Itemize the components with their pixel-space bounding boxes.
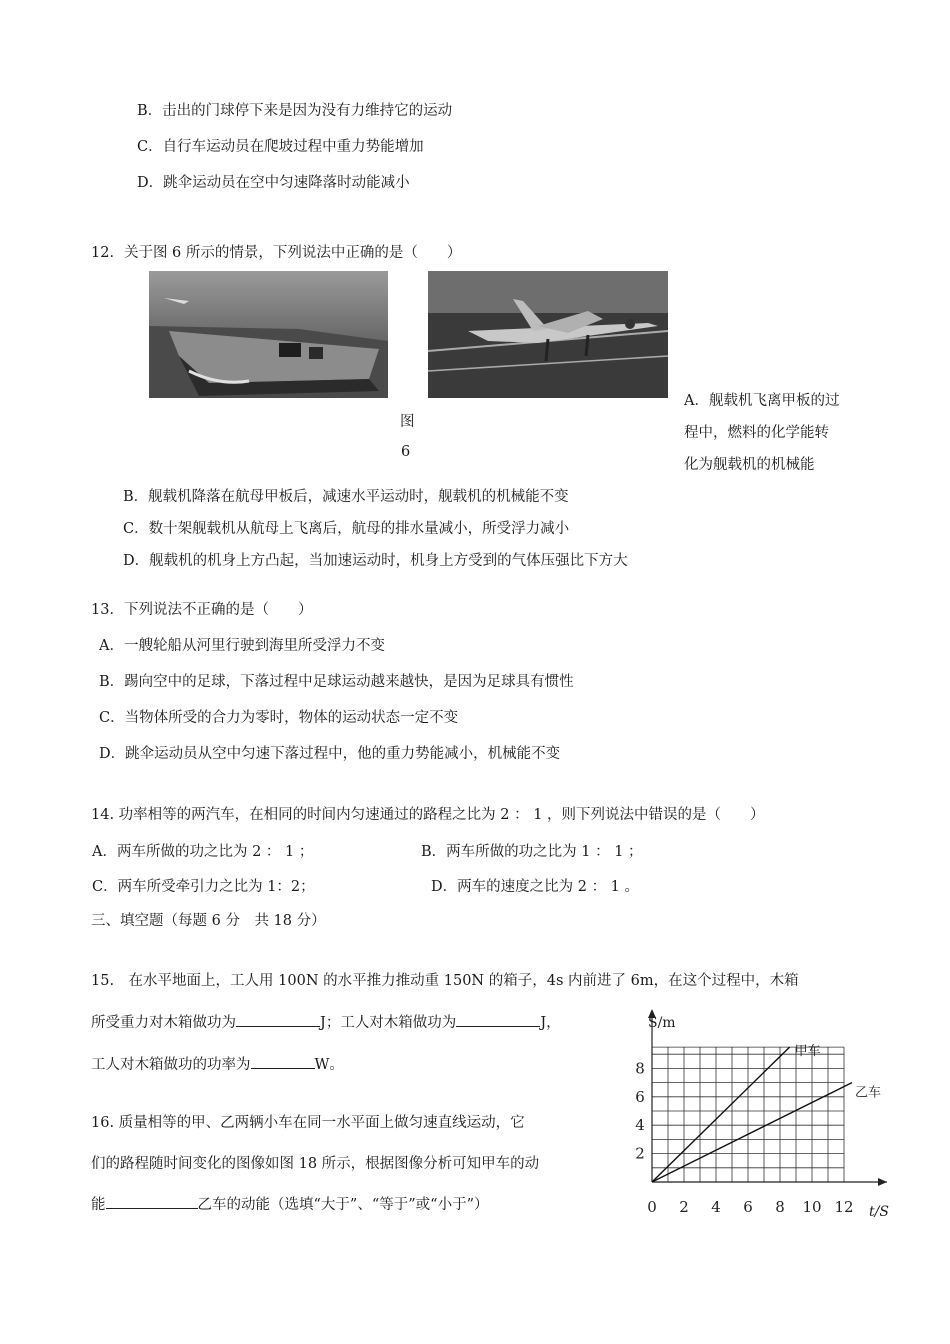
fig6-label-2: 6: [401, 444, 411, 460]
q14-option-a: A．两车所做的功之比为 2 ： 1 ；: [92, 844, 314, 860]
q11-option-b: B．击出的门球停下来是因为没有力维持它的运动: [137, 103, 453, 119]
q12-option-a-line1: A．舰载机飞离甲板的过: [684, 393, 840, 409]
q16-line3-text-b: 乙车的动能（选填“大于”、“等于”或“小于”）: [197, 1197, 489, 1213]
q16-line3-text-a: 能: [91, 1197, 106, 1213]
q13-stem: 13．下列说法不正确的是（ ）: [91, 602, 313, 618]
q12-option-c: C．数十架舰载机从航母上飞离后，航母的排水量减小，所受浮力减小: [123, 521, 570, 537]
x-tick-label: 8: [775, 1198, 785, 1216]
q13-option-c: C．当物体所受的合力为零时，物体的运动状态一定不变: [99, 710, 459, 726]
q15-line3-text-b: W。: [314, 1057, 344, 1073]
section-heading: 三、填空题（每题 6 分 共 18 分）: [91, 913, 326, 929]
q15-blank-worker-work[interactable]: [456, 1012, 540, 1027]
q16-line1: 16. 质量相等的甲、乙两辆小车在同一水平面上做匀速直线运动，它: [91, 1115, 525, 1131]
jet-image: [428, 271, 668, 398]
q15-line3: [91, 1054, 344, 1075]
series-line: [652, 1047, 790, 1182]
q12-option-a-line3: 化为舰载机的机械能: [684, 457, 815, 473]
x-tick-label: 10: [802, 1198, 822, 1216]
q12-stem: 12．关于图 6 所示的情景，下列说法中正确的是（ ）: [91, 245, 462, 261]
x-tick-label: 4: [711, 1198, 721, 1216]
distance-time-chart: [625, 1005, 895, 1220]
q12-option-b: B．舰载机降落在航母甲板后，减速水平运动时，舰载机的机械能不变: [123, 489, 569, 505]
q15-line3-text-a: 工人对木箱做功的功率为: [91, 1057, 251, 1073]
q13-option-b: B．踢向空中的足球，下落过程中足球运动越来越快，是因为足球具有惯性: [99, 674, 574, 690]
carrier-photo: [149, 271, 388, 398]
q11-option-d: D．跳伞运动员在空中匀速降落时动能减小: [137, 175, 410, 191]
y-tick-label: 4: [635, 1116, 645, 1135]
q13-option-a: A．一艘轮船从河里行驶到海里所受浮力不变: [99, 638, 385, 654]
y-axis-label: S/m: [648, 1015, 676, 1031]
q14-stem: 14. 功率相等的两汽车，在相同的时间内匀速通过的路程之比为 2 ： 1 ，则下列说法中错误的是（ ）: [91, 807, 765, 823]
x-tick-label: 6: [743, 1198, 753, 1216]
q15-blank-power[interactable]: [251, 1054, 315, 1069]
jet-photo: [428, 271, 668, 398]
q15-line2-text-c: J，: [540, 1015, 561, 1031]
q15-line1: 15. 在水平地面上，工人用 100N 的水平推力推动重 150N 的箱子，4s 内前进了 6m，在这个过程中，木箱: [91, 973, 799, 989]
q15-line2: [91, 1012, 561, 1033]
x-tick-label: 0: [647, 1198, 657, 1216]
y-tick-label: 8: [635, 1059, 645, 1078]
q14-option-d: D．两车的速度之比为 2 ： 1 。: [431, 879, 640, 895]
fig6-label-1: 图: [400, 414, 415, 430]
q16-line3: [91, 1194, 488, 1215]
series-label: 甲车: [794, 1044, 821, 1060]
y-tick-label: 6: [635, 1087, 645, 1106]
q14-option-c: C．两车所受牵引力之比为 1：2；: [92, 879, 315, 895]
q11-option-c: C．自行车运动员在爬坡过程中重力势能增加: [137, 139, 424, 155]
q15-blank-gravity-work[interactable]: [236, 1012, 320, 1027]
x-axis-label: t/S: [869, 1204, 889, 1220]
q16-blank-kinetic-energy[interactable]: [106, 1194, 198, 1209]
y-tick-label: 2: [635, 1144, 645, 1163]
series-line: [652, 1083, 852, 1182]
q16-line2: 们的路程随时间变化的图像如图 18 所示，根据图像分析可知甲车的动: [91, 1156, 540, 1172]
q13-option-d: D．跳伞运动员从空中匀速下落过程中，他的重力势能减小，机械能不变: [99, 746, 561, 762]
x-tick-label: 12: [834, 1198, 854, 1216]
q15-line2-text-a: 所受重力对木箱做功为: [91, 1015, 236, 1031]
series-label: 乙车: [855, 1085, 882, 1101]
x-tick-label: 2: [679, 1198, 689, 1216]
q15-line2-text-b: J；工人对木箱做功为: [320, 1015, 457, 1031]
carrier-image: [149, 271, 388, 398]
x-axis-arrow: [878, 1178, 887, 1186]
q14-option-b: B．两车所做的功之比为 1 ： 1 ；: [421, 844, 643, 860]
q12-option-d: D．舰载机的机身上方凸起，当加速运动时，机身上方受到的气体压强比下方大: [123, 553, 628, 569]
q12-option-a-line2: 程中，燃料的化学能转: [684, 425, 829, 441]
